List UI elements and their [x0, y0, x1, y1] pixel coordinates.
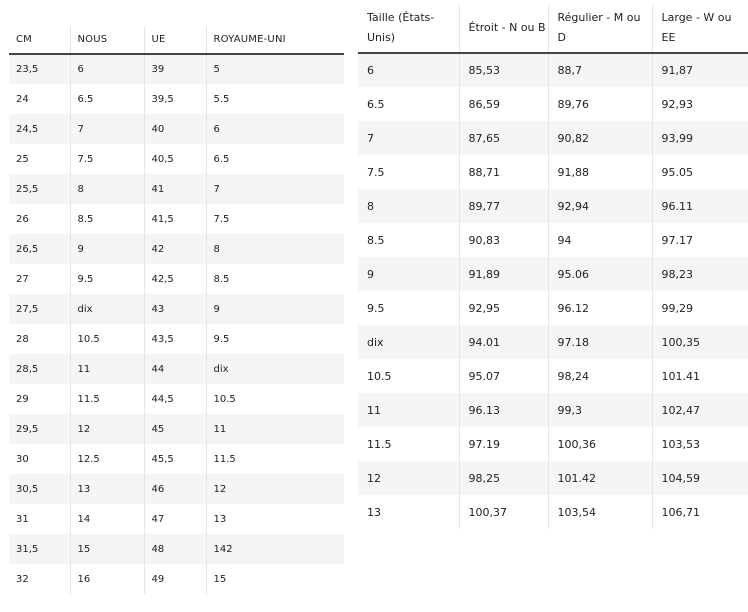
- table-cell: 5.5: [213, 93, 230, 105]
- table-cell: 103,54: [548, 495, 652, 529]
- header-cm: CM: [9, 26, 70, 54]
- table-row: [9, 534, 344, 564]
- table-cell: 91,88: [548, 155, 652, 189]
- table-row: [358, 189, 748, 223]
- table-row: [358, 359, 748, 393]
- table-cell: 25,5: [9, 174, 70, 204]
- table-cell: 11.5: [213, 453, 236, 465]
- table-cell: 94.01: [459, 325, 548, 359]
- table-row: [9, 114, 344, 144]
- table-cell: 11.5: [358, 427, 459, 461]
- header-us-size: Taille (États-Unis): [358, 4, 459, 53]
- table-cell: 11: [70, 354, 144, 384]
- width-measurement-table: [358, 4, 748, 529]
- table-row: [9, 384, 344, 414]
- table-cell: 97.19: [459, 427, 548, 461]
- table-row: [9, 54, 344, 84]
- table-cell: 7: [206, 174, 344, 204]
- table-row: [9, 294, 344, 324]
- table-cell: 24: [9, 84, 70, 114]
- table-cell: 100,36: [548, 427, 652, 461]
- table-cell: 10.5: [358, 359, 459, 393]
- table-cell: 26,5: [9, 234, 70, 264]
- table-cell: 13: [358, 495, 459, 529]
- table-cell: 5: [206, 54, 344, 84]
- table-cell: 103,53: [661, 437, 700, 451]
- table-cell: 11.5: [70, 384, 144, 414]
- table-cell: 16: [70, 564, 144, 594]
- table-cell: 9: [206, 294, 344, 324]
- table-cell: 87,65: [459, 121, 548, 155]
- table-cell: 6: [206, 114, 344, 144]
- table-cell: 44,5: [144, 384, 206, 414]
- table-cell: 6: [358, 53, 459, 87]
- table-cell: 23,5: [9, 54, 70, 84]
- table-cell: 28: [9, 324, 70, 354]
- table-cell: 41: [144, 174, 206, 204]
- table-row: [9, 504, 344, 534]
- table-cell: 98,24: [548, 359, 652, 393]
- table-cell: 6.5: [70, 84, 144, 114]
- table-cell: 43: [144, 294, 206, 324]
- table-cell: 39,5: [144, 84, 206, 114]
- table-cell: 8: [70, 174, 144, 204]
- table-cell: 27: [9, 264, 70, 294]
- table-cell: 45: [144, 414, 206, 444]
- table-row: [9, 324, 344, 354]
- table-row: [358, 291, 748, 325]
- size-conversion-body: [9, 54, 344, 594]
- table-cell: 28,5: [9, 354, 70, 384]
- table-cell: 101.42: [548, 461, 652, 495]
- table-cell: 25: [9, 144, 70, 174]
- table-cell: 6.5: [358, 87, 459, 121]
- table-cell: 31: [9, 504, 70, 534]
- table-row: [9, 414, 344, 444]
- table-row: [9, 564, 344, 594]
- table-cell: 96.13: [459, 393, 548, 427]
- table-cell: 96.12: [548, 291, 652, 325]
- table-cell: 10.5: [70, 324, 144, 354]
- table-row: [358, 257, 748, 291]
- table-cell: 104,59: [652, 461, 748, 495]
- table-row: [9, 444, 344, 474]
- table-cell: 14: [70, 504, 144, 534]
- table-cell: 24,5: [9, 114, 70, 144]
- table-cell: 15: [70, 534, 144, 564]
- table-cell: 92,94: [548, 189, 652, 223]
- table-cell: 98,23: [652, 257, 748, 291]
- table-cell: 7.5: [213, 213, 230, 225]
- table-cell: 29: [9, 384, 70, 414]
- table-cell: 89,77: [459, 189, 548, 223]
- table-row: [358, 155, 748, 189]
- table-row: [358, 87, 748, 121]
- table-cell: 40: [144, 114, 206, 144]
- table-cell: 94: [548, 223, 652, 257]
- table-cell: 100,37: [459, 495, 548, 529]
- table-cell: 99,3: [548, 393, 652, 427]
- header-regular: Régulier - M ou D: [548, 4, 652, 53]
- table-cell: 43,5: [144, 324, 206, 354]
- table-cell: 42,5: [144, 264, 206, 294]
- table-cell: 12: [206, 474, 344, 504]
- table-row: [358, 427, 748, 461]
- table-cell: 92,93: [661, 97, 693, 111]
- size-conversion-header: [9, 26, 344, 54]
- table-cell: 9.5: [70, 264, 144, 294]
- table-cell: 12: [70, 414, 144, 444]
- table-cell: 26: [9, 204, 70, 234]
- table-cell: 13: [70, 474, 144, 504]
- table-cell: 27,5: [9, 294, 70, 324]
- table-cell: 29,5: [9, 414, 70, 444]
- table-cell: 32: [9, 564, 70, 594]
- table-cell: 8.5: [213, 273, 230, 285]
- table-cell: 91,89: [459, 257, 548, 291]
- table-cell: 93,99: [652, 121, 748, 155]
- table-row: [358, 495, 748, 529]
- table-cell: 7: [70, 114, 144, 144]
- table-row: [9, 264, 344, 294]
- table-cell: 44: [144, 354, 206, 384]
- table-cell: 89,76: [548, 87, 652, 121]
- table-cell: 45,5: [144, 444, 206, 474]
- table-cell: 10.5: [213, 393, 236, 405]
- table-cell: dix: [70, 294, 144, 324]
- table-cell: 49: [144, 564, 206, 594]
- table-row: [9, 204, 344, 234]
- table-cell: 31,5: [9, 534, 70, 564]
- table-cell: 90,83: [459, 223, 548, 257]
- header-eu: UE: [144, 26, 206, 54]
- table-row: [358, 53, 748, 87]
- width-measurement-body: [358, 53, 748, 529]
- table-row: [9, 174, 344, 204]
- table-cell: 7.5: [70, 144, 144, 174]
- table-cell: 41,5: [144, 204, 206, 234]
- table-cell: 86,59: [459, 87, 548, 121]
- table-cell: 9: [70, 234, 144, 264]
- table-cell: 8: [358, 189, 459, 223]
- table-row: [358, 393, 748, 427]
- table-cell: 13: [213, 513, 227, 525]
- table-cell: 96.11: [652, 189, 748, 223]
- table-row: [358, 325, 748, 359]
- table-cell: dix: [358, 325, 459, 359]
- table-cell: 85,53: [459, 53, 548, 87]
- table-cell: 6.5: [213, 153, 230, 165]
- table-cell: dix: [206, 354, 344, 384]
- table-cell: 91,87: [652, 53, 748, 87]
- table-cell: 40,5: [144, 144, 206, 174]
- header-row: [9, 26, 344, 54]
- table-cell: 102,47: [652, 393, 748, 427]
- table-cell: 99,29: [661, 301, 693, 315]
- table-cell: 12: [358, 461, 459, 495]
- table-cell: 98,25: [459, 461, 548, 495]
- table-cell: 97.17: [661, 233, 693, 247]
- table-cell: 8.5: [70, 204, 144, 234]
- table-cell: 9: [358, 257, 459, 291]
- table-row: [9, 474, 344, 504]
- header-wide: Large - W ou EE: [652, 4, 748, 53]
- header-us: NOUS: [70, 26, 144, 54]
- header-narrow: Étroit - N ou B: [459, 4, 548, 53]
- table-cell: 42: [144, 234, 206, 264]
- table-cell: 9.5: [213, 333, 230, 345]
- size-conversion-table: [9, 26, 344, 594]
- table-cell: 12.5: [70, 444, 144, 474]
- table-cell: 30,5: [9, 474, 70, 504]
- table-cell: 30: [9, 444, 70, 474]
- header-row: [358, 4, 748, 53]
- table-row: [9, 234, 344, 264]
- table-row: [9, 354, 344, 384]
- table-cell: 101.41: [661, 369, 700, 383]
- table-cell: 9.5: [358, 291, 459, 325]
- table-cell: 47: [144, 504, 206, 534]
- table-cell: 106,71: [661, 505, 700, 519]
- table-row: [358, 223, 748, 257]
- table-cell: 11: [206, 414, 344, 444]
- table-cell: 95.05: [661, 165, 693, 179]
- table-cell: 7: [358, 121, 459, 155]
- table-cell: 7.5: [358, 155, 459, 189]
- table-cell: 90,82: [548, 121, 652, 155]
- table-cell: 15: [213, 573, 227, 585]
- table-cell: 95.07: [459, 359, 548, 393]
- table-cell: 39: [144, 54, 206, 84]
- table-cell: 88,71: [459, 155, 548, 189]
- table-cell: 8: [206, 234, 344, 264]
- table-cell: 92,95: [459, 291, 548, 325]
- table-cell: 88,7: [548, 53, 652, 87]
- table-cell: 100,35: [652, 325, 748, 359]
- table-row: [9, 84, 344, 114]
- table-row: [358, 121, 748, 155]
- table-cell: 46: [144, 474, 206, 504]
- table-cell: 95.06: [548, 257, 652, 291]
- table-cell: 8.5: [358, 223, 459, 257]
- table-row: [358, 461, 748, 495]
- header-uk: ROYAUME-UNI: [206, 26, 344, 54]
- table-cell: 6: [70, 54, 144, 84]
- table-row: [9, 144, 344, 174]
- table-cell: 11: [358, 393, 459, 427]
- table-cell: 48: [144, 534, 206, 564]
- table-cell: 97.18: [548, 325, 652, 359]
- width-measurement-header: [358, 4, 748, 53]
- table-cell: 142: [206, 534, 344, 564]
